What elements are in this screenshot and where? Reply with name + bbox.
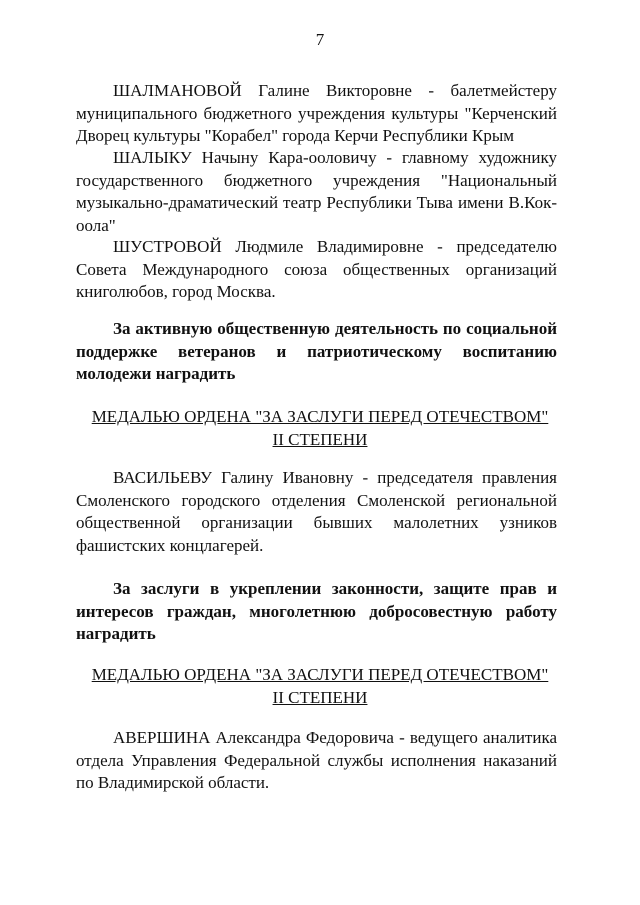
- award-heading-1: [0, 406, 640, 451]
- award-heading-2: [0, 664, 640, 709]
- award-preamble-1: За активную общественную деятельность по социальной поддержке ветеранов и патриотическому воспитанию молодежи наградить: [76, 319, 557, 383]
- award-preamble-2: За заслуги в укреплении законности, защите прав и интересов граждан, многолетнюю добросовестную работу наградить: [76, 579, 557, 643]
- award-heading-1-line1: МЕДАЛЬЮ ОРДЕНА "ЗА ЗАСЛУГИ ПЕРЕД ОТЕЧЕСТВОМ": [91, 407, 549, 426]
- awardee-paragraph-vasilyeva: ВАСИЛЬЕВУ Галину Ивановну - председателя правления Смоленского городского отделения Смоленской региональной общественной организации бывших малолетних узников фашистских концлагерей.: [76, 468, 557, 555]
- awardee-paragraph-avershin: АВЕРШИНА Александра Федоровича - ведущего аналитика отдела Управления Федеральной службы исполнения наказаний по Владимирской области.: [76, 728, 557, 792]
- awardee-paragraph-shalmanova: ШАЛМАНОВОЙ Галине Викторовне - балетмейстеру муниципального бюджетного учреждения культуры "Керченский Дворец культуры "Корабел" города Керчи Республики Крым: [76, 81, 557, 145]
- page-number: 7: [315, 30, 325, 49]
- award-heading-1-line2: II СТЕПЕНИ: [272, 429, 368, 449]
- award-heading-2-line2: II СТЕПЕНИ: [272, 687, 368, 707]
- awardee-paragraph-shalyku: ШАЛЫКУ Начыну Кара-ооловичу - главному художнику государственного бюджетного учреждения "Национальный музыкально-драматический театр Республики Тыва имени В.Кок-оола": [76, 148, 557, 235]
- award-heading-2-line1: МЕДАЛЬЮ ОРДЕНА "ЗА ЗАСЛУГИ ПЕРЕД ОТЕЧЕСТВОМ": [91, 665, 549, 684]
- awardee-paragraph-shustrova: ШУСТРОВОЙ Людмиле Владимировне - председателю Совета Международного союза общественных организаций книголюбов, город Москва.: [76, 237, 557, 301]
